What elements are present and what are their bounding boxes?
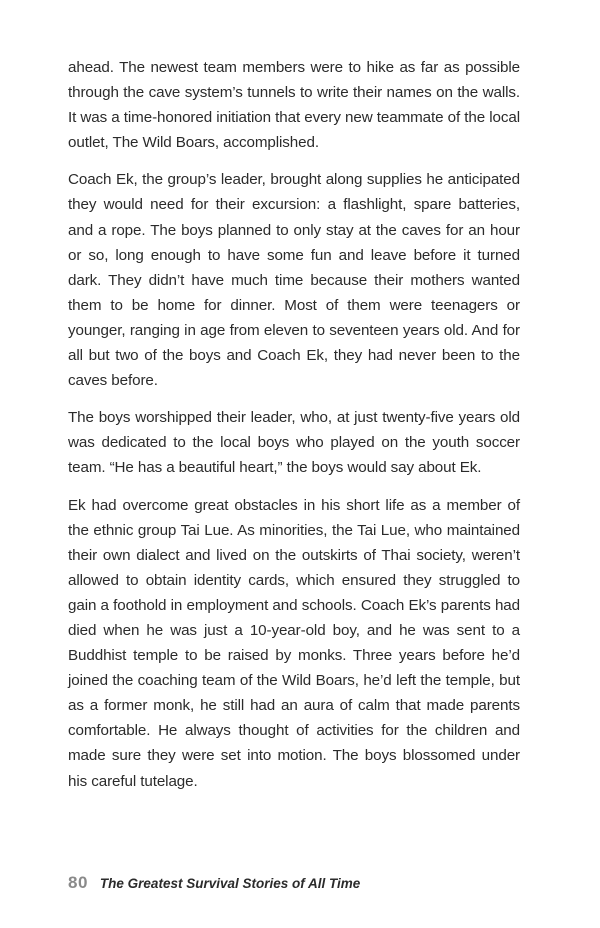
paragraph-1: ahead. The newest team members were to hike as far as possible through the cave system’s tunnels to write their names on the walls. It was a time-honored initiation that every new teammate of the local outlet, The Wild Boars, accomplished.	[68, 59, 520, 152]
page-body	[68, 55, 520, 806]
paragraph-2: Coach Ek, the group’s leader, brought along supplies he anticipated they would need for their excursion: a flashlight, spare batteries, and a rope. The boys planned to only stay at the caves for an hour or so, long enough to have some fun and leave before it turned dark. They didn’t have much time because their mothers wanted them to be home for dinner. Most of them were teenagers or younger, ranging in age from eleven to seventeen years old. And for all but two of the boys and Coach Ek, they had never been to the caves before.	[68, 171, 520, 390]
paragraph-4: Ek had overcome great obstacles in his short life as a member of the ethnic group Tai Lue. As minorities, the Tai Lue, who maintained their own dialect and lived on the outskirts of Thai society, weren’t allowed to obtain identity cards, which ensured they struggled to gain a foothold in employment and schools. Coach Ek’s parents had died when he was just a 10-year-old boy, and he was sent to a Buddhist temple to be raised by monks. Three years before he’d joined the coaching team of the Wild Boars, he’d left the temple, but as a former monk, he still had an aura of calm that made parents comfortable. He always thought of activities for the children and made sure they were set into motion. The boys blossomed under his careful tutelage.	[68, 496, 520, 790]
paragraph-3: The boys worshipped their leader, who, at just twenty-five years old was dedicated to the local boys who played on the youth soccer team. “He has a beautiful heart,” the boys would say about Ek.	[68, 409, 520, 477]
page-footer	[68, 873, 360, 893]
page-number: 80	[68, 873, 88, 892]
running-title: The Greatest Survival Stories of All Time	[99, 876, 361, 891]
